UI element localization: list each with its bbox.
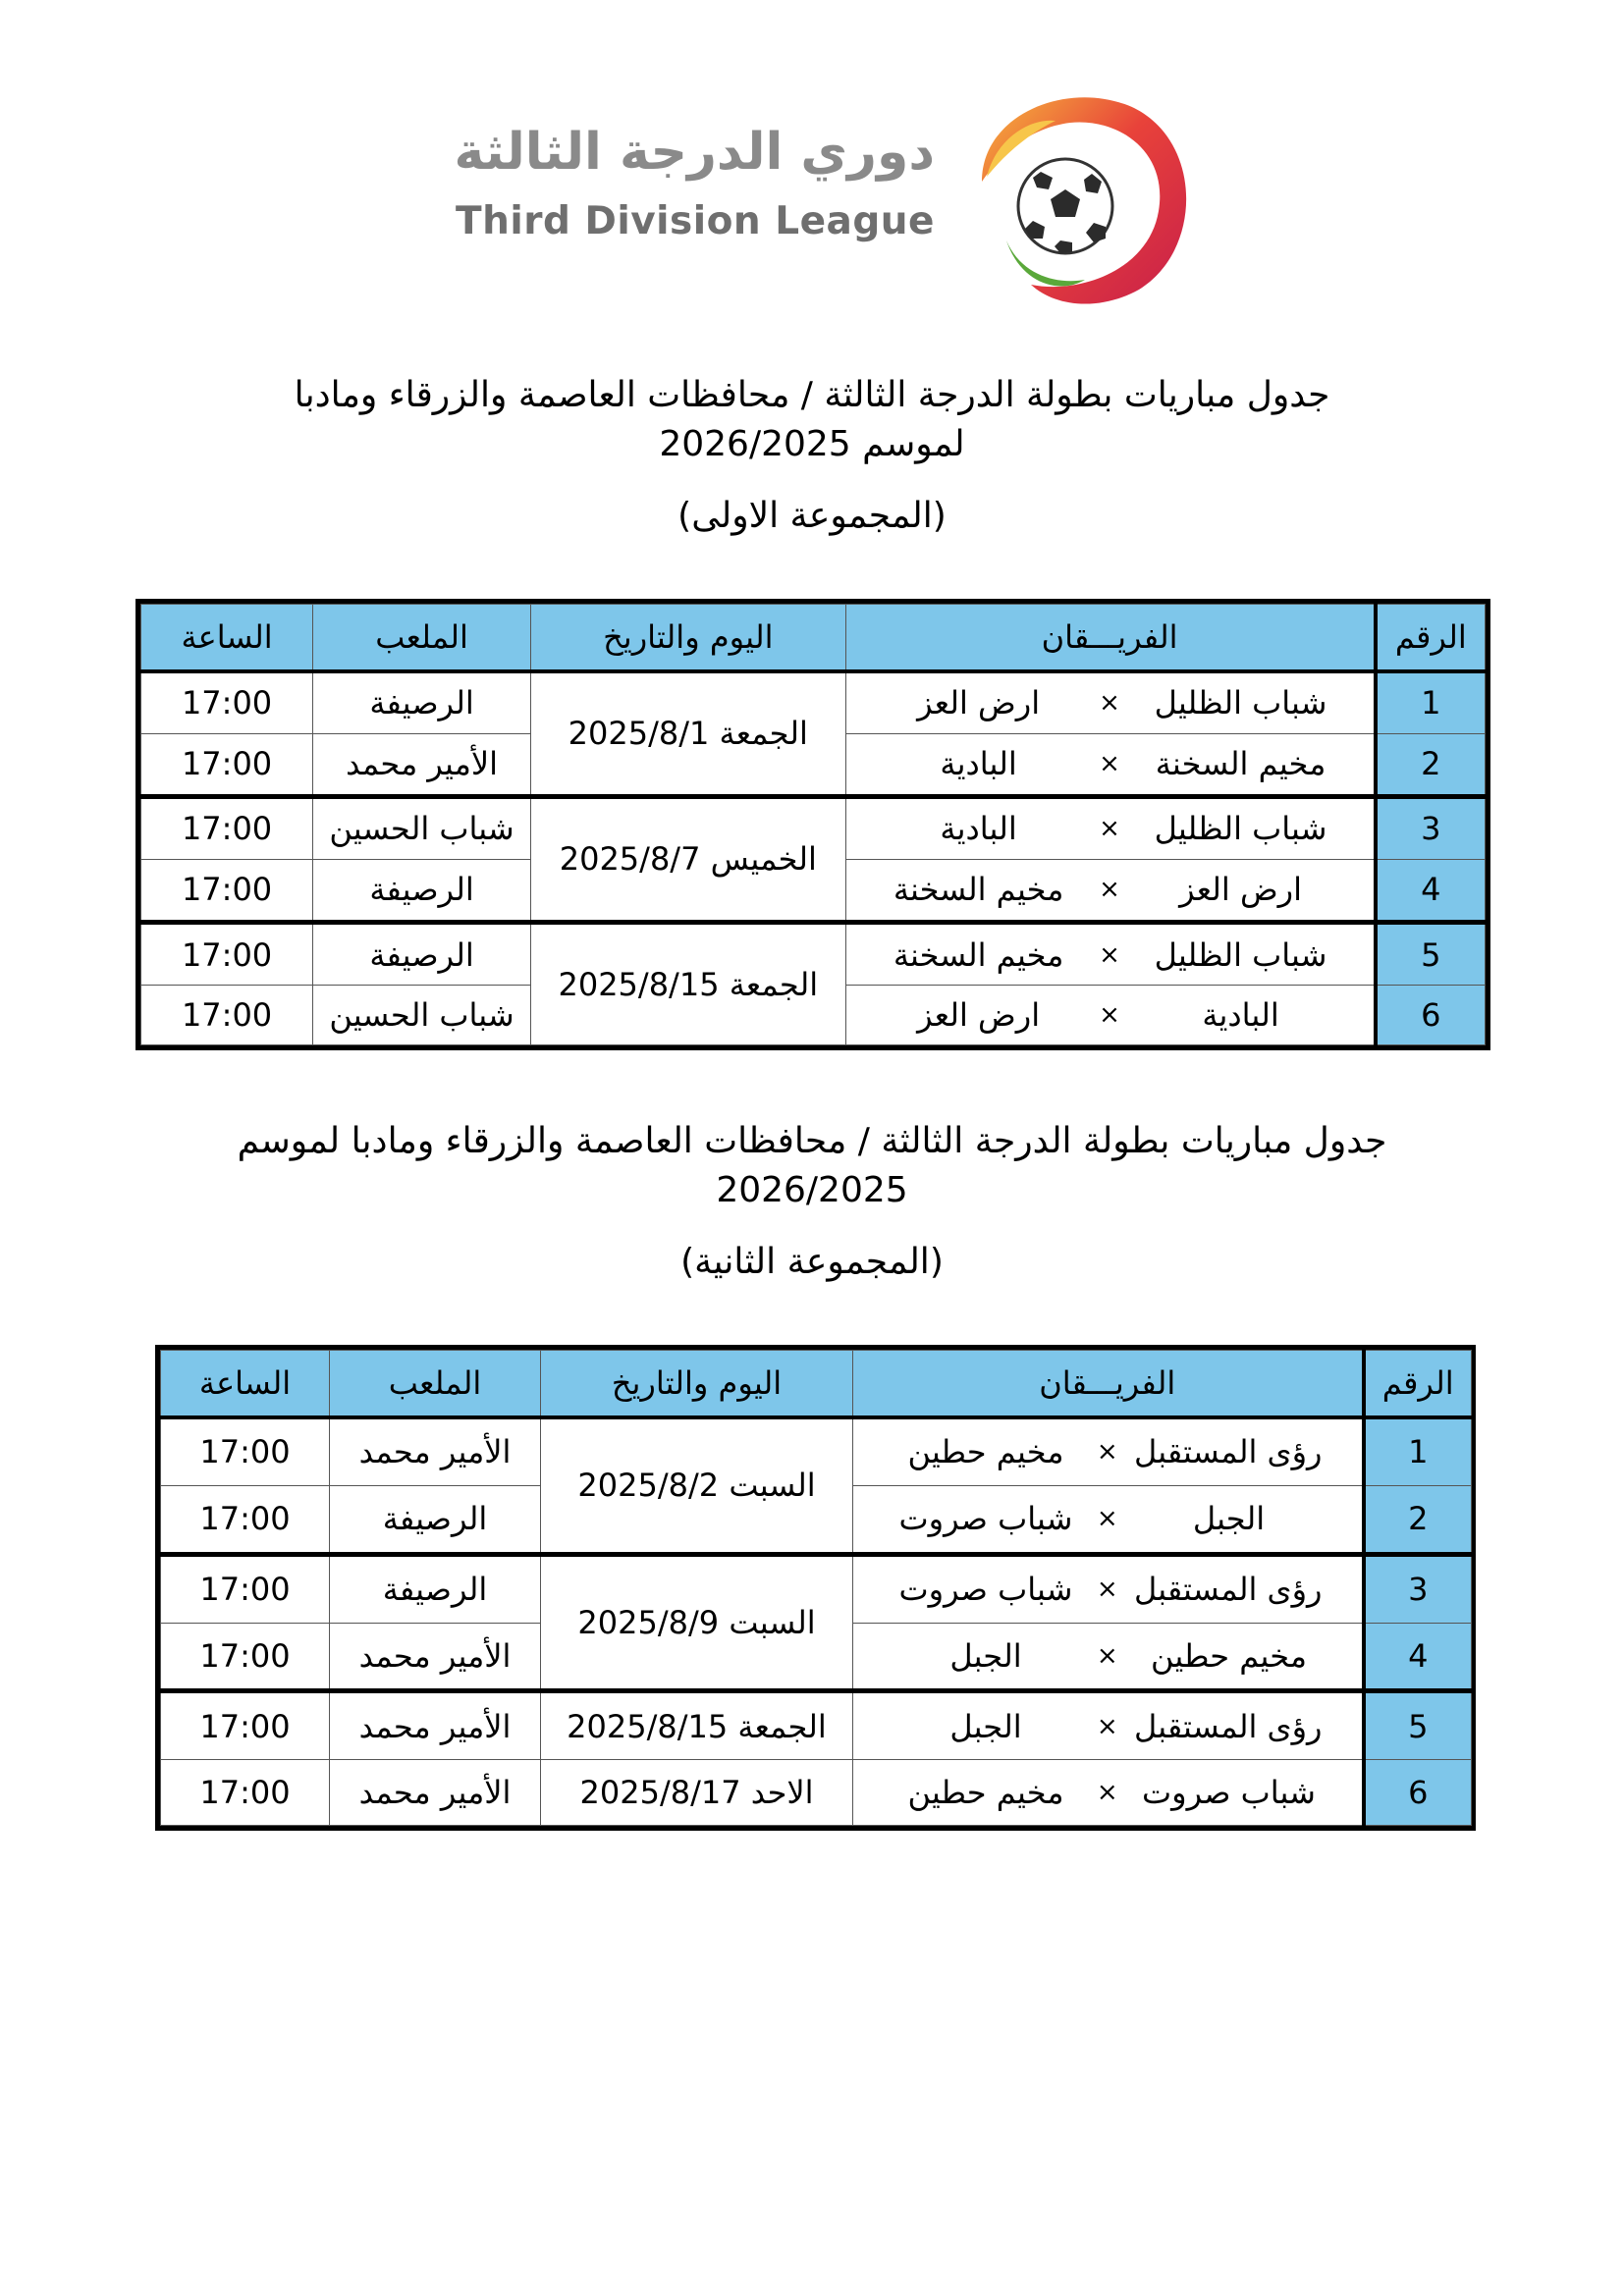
match-number: 2 [1376, 733, 1486, 796]
section2-table [155, 1345, 1476, 1831]
away-team: الجبل [949, 1636, 1022, 1675]
home-team: رؤى المستقبل [1133, 1707, 1323, 1745]
versus-mark: × [1099, 749, 1120, 779]
match-teams [853, 1554, 1364, 1623]
section1-group-title: (المجموعة الاولى) [677, 496, 947, 536]
versus-mark: × [1099, 1000, 1120, 1031]
match-number: 4 [1364, 1623, 1472, 1691]
match-number: 6 [1376, 986, 1486, 1045]
home-team: شباب الظليل [1154, 810, 1327, 848]
header-num: الرقم [1376, 605, 1486, 672]
section1-title-line1: جدول مباريات بطولة الدرجة الثالثة / محافظات العاصمة والزرقاء ومادبا [294, 375, 1330, 415]
home-team: شباب الظليل [1154, 935, 1327, 974]
match-number: 5 [1376, 922, 1486, 985]
match-teams [845, 986, 1375, 1045]
logo-english-name: Third Division League [456, 199, 935, 243]
match-time: 17:00 [141, 922, 313, 985]
match-venue: الرصيفة [313, 671, 531, 733]
match-teams [853, 1485, 1364, 1554]
table-row [141, 796, 1486, 859]
match-teams [853, 1691, 1364, 1760]
match-teams [845, 796, 1375, 859]
match-time: 17:00 [161, 1485, 330, 1554]
match-time: 17:00 [141, 986, 313, 1045]
match-time: 17:00 [161, 1760, 330, 1826]
match-venue: الرصيفة [313, 922, 531, 985]
away-team: ارض العز [917, 996, 1041, 1035]
header-venue: الملعب [330, 1351, 541, 1418]
match-teams [845, 922, 1375, 985]
home-team: رؤى المستقبل [1133, 1433, 1323, 1471]
match-teams [845, 671, 1375, 733]
table-row [161, 1760, 1472, 1826]
header-num: الرقم [1364, 1351, 1472, 1418]
header-time: الساعة [161, 1351, 330, 1418]
match-number: 4 [1376, 859, 1486, 922]
versus-mark: × [1096, 1575, 1118, 1605]
match-time: 17:00 [141, 671, 313, 733]
match-teams [853, 1623, 1364, 1691]
football-logo-icon [962, 83, 1198, 309]
match-date: الجمعة 2025/8/1 [530, 671, 845, 796]
home-team: شباب صروت [1142, 1774, 1316, 1812]
away-team: شباب صروت [898, 1500, 1073, 1538]
section1-title-line2: لموسم 2026/2025 [659, 424, 965, 464]
match-date: السبت 2025/8/9 [541, 1554, 853, 1691]
table-row [141, 922, 1486, 985]
home-team: شباب الظليل [1154, 684, 1327, 722]
versus-mark: × [1099, 688, 1120, 719]
home-team: رؤى المستقبل [1133, 1571, 1323, 1609]
match-time: 17:00 [161, 1417, 330, 1485]
match-teams [845, 733, 1375, 796]
match-date: الجمعة 2025/8/15 [530, 922, 845, 1044]
match-venue: الرصيفة [330, 1554, 541, 1623]
match-venue: الأمير محمد [330, 1760, 541, 1826]
header-teams: الفريـــقان [853, 1351, 1364, 1418]
header-teams: الفريـــقان [845, 605, 1375, 672]
logo-arabic-name: دوري الدرجة الثالثة [454, 123, 935, 182]
versus-mark: × [1096, 1437, 1118, 1468]
home-team: الجبل [1192, 1500, 1266, 1538]
match-date: السبت 2025/8/2 [541, 1417, 853, 1554]
match-venue: الأمير محمد [330, 1417, 541, 1485]
away-team: شباب صروت [898, 1571, 1073, 1609]
away-team: البادية [940, 745, 1017, 783]
match-number: 1 [1376, 671, 1486, 733]
match-date: الجمعة 2025/8/15 [541, 1691, 853, 1760]
table-row [161, 1554, 1472, 1623]
match-time: 17:00 [141, 859, 313, 922]
league-logo [452, 83, 1198, 319]
match-venue: شباب الحسين [313, 796, 531, 859]
section2-title [0, 1117, 1624, 1215]
match-time: 17:00 [161, 1623, 330, 1691]
section2-group-title: (المجموعة الثانية) [680, 1242, 944, 1282]
versus-mark: × [1096, 1504, 1118, 1534]
versus-mark: × [1096, 1711, 1118, 1741]
versus-mark: × [1099, 875, 1120, 905]
header-date: اليوم والتاريخ [541, 1351, 853, 1418]
match-venue: الرصيفة [313, 859, 531, 922]
match-venue: الأمير محمد [313, 733, 531, 796]
match-number: 2 [1364, 1485, 1472, 1554]
header-date: اليوم والتاريخ [530, 605, 845, 672]
versus-mark: × [1099, 939, 1120, 970]
match-time: 17:00 [141, 796, 313, 859]
match-venue: الأمير محمد [330, 1691, 541, 1760]
match-date: الاحد 2025/8/17 [541, 1760, 853, 1826]
away-team: مخيم السخنة [893, 871, 1064, 909]
section2-title-line1: جدول مباريات بطولة الدرجة الثالثة / محافظات العاصمة والزرقاء ومادبا لموسم [237, 1121, 1387, 1161]
match-venue: شباب الحسين [313, 986, 531, 1045]
away-team: مخيم حطين [907, 1774, 1064, 1812]
match-date: الخميس 2025/8/7 [530, 796, 845, 922]
match-time: 17:00 [141, 733, 313, 796]
match-number: 6 [1364, 1760, 1472, 1826]
header-time: الساعة [141, 605, 313, 672]
match-number: 3 [1376, 796, 1486, 859]
home-team: البادية [1202, 996, 1279, 1035]
match-number: 5 [1364, 1691, 1472, 1760]
versus-mark: × [1099, 814, 1120, 844]
table-row [161, 1691, 1472, 1760]
header-venue: الملعب [313, 605, 531, 672]
away-team: البادية [940, 810, 1017, 848]
match-venue: الأمير محمد [330, 1623, 541, 1691]
table-row [161, 1417, 1472, 1485]
match-number: 1 [1364, 1417, 1472, 1485]
away-team: الجبل [949, 1707, 1022, 1745]
home-team: ارض العز [1179, 871, 1303, 909]
away-team: ارض العز [917, 684, 1041, 722]
versus-mark: × [1096, 1778, 1118, 1808]
home-team: مخيم حطين [1151, 1636, 1307, 1675]
match-teams [853, 1417, 1364, 1485]
match-venue: الرصيفة [330, 1485, 541, 1554]
away-team: مخيم السخنة [893, 935, 1064, 974]
match-time: 17:00 [161, 1691, 330, 1760]
versus-mark: × [1096, 1640, 1118, 1671]
match-teams [853, 1760, 1364, 1826]
match-time: 17:00 [161, 1554, 330, 1623]
section1-table [135, 599, 1490, 1050]
match-number: 3 [1364, 1554, 1472, 1623]
away-team: مخيم حطين [907, 1433, 1064, 1471]
section1-title [0, 371, 1624, 469]
home-team: مخيم السخنة [1155, 745, 1326, 783]
match-teams [845, 859, 1375, 922]
section2-title-line2: 2026/2025 [716, 1170, 908, 1210]
table-row [141, 671, 1486, 733]
